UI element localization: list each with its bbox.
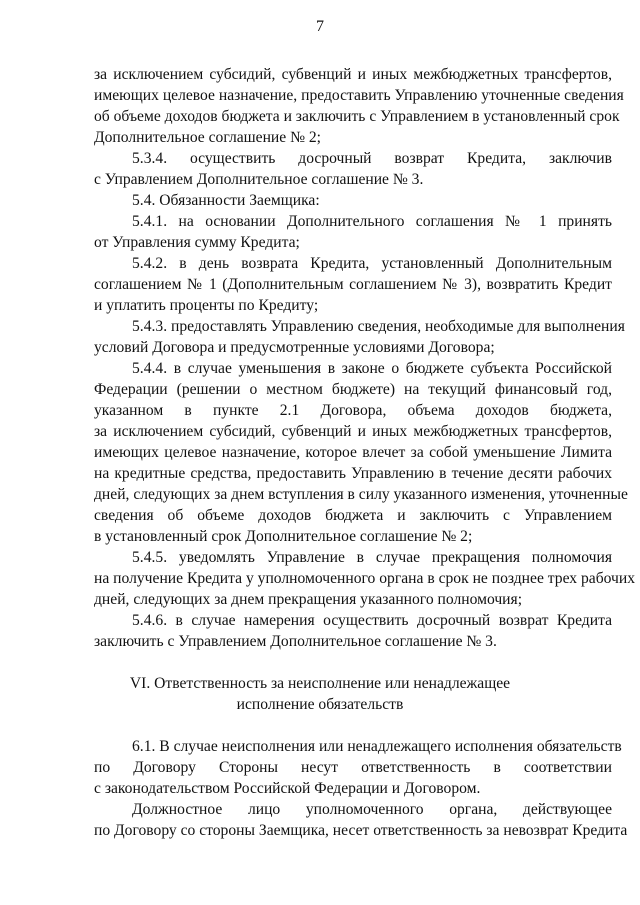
text-line: Федерации (решении о местном бюджете) на текущий финансовый год, xyxy=(94,381,612,398)
section-title: VI. Ответственность за неисполнение или ненадлежащее xyxy=(129,675,511,692)
text-line: заключить с Управлением Дополнительное соглашение № 3. xyxy=(94,633,497,650)
text-line: за исключением субсидий, субвенций и иных межбюджетных трансфертов, xyxy=(94,423,612,440)
text-line: от Управления сумму Кредита; xyxy=(94,234,300,251)
text-line: условий Договора и предусмотренные условиями Договора; xyxy=(94,339,495,356)
text-line: 5.3.4. осуществить досрочный возврат Кредита, заключив xyxy=(132,150,612,167)
text-line: имеющих целевое назначение, предоставить Управлению уточненные сведения xyxy=(94,87,624,104)
text-line: на кредитные средства, предоставить Управлению в течение десяти рабочих xyxy=(94,465,612,482)
text-line: имеющих целевое назначение, которое влечет за собой уменьшение Лимита xyxy=(94,444,612,461)
text-line: 5.4.3. предоставлять Управлению сведения, необходимые для выполнения xyxy=(132,318,625,335)
text-line: 5.4.4. в случае уменьшения в законе о бюджете субъекта Российской xyxy=(132,360,612,377)
text-line: 5.4. Обязанности Заемщика: xyxy=(132,192,320,209)
text-line: дней, следующих за днем прекращения указанного полномочия; xyxy=(94,591,523,608)
text-line: по Договору Стороны несут ответственность в соответствии xyxy=(94,759,612,776)
text-line: соглашением № 1 (Дополнительным соглашением № 3), возвратить Кредит xyxy=(94,276,612,293)
text-line: 5.4.5. уведомлять Управление в случае прекращения полномочия xyxy=(132,549,612,566)
text-line: Дополнительное соглашение № 2; xyxy=(94,129,321,146)
text-line: об объеме доходов бюджета и заключить с Управлением в установленный срок xyxy=(94,108,620,125)
text-line: 5.4.6. в случае намерения осуществить досрочный возврат Кредита xyxy=(132,612,612,629)
text-line: дней, следующих за днем вступления в силу указанного изменения, уточненные xyxy=(94,486,628,503)
text-line: сведения об объеме доходов бюджета и заключить с Управлением xyxy=(94,507,612,524)
section-title: исполнение обязательств xyxy=(236,696,404,713)
text-line: 5.4.2. в день возврата Кредита, установленный Дополнительным xyxy=(132,255,612,272)
text-line: по Договору со стороны Заемщика, несет ответственность за невозврат Кредита xyxy=(94,822,628,839)
text-line: с Управлением Дополнительное соглашение № 3. xyxy=(94,171,424,188)
page-number: 7 xyxy=(316,18,324,35)
text-line: с законодательством Российской Федерации и Договором. xyxy=(94,780,481,797)
text-line: 5.4.1. на основании Дополнительного соглашения № 1 принять xyxy=(132,213,612,230)
text-line: указанном в пункте 2.1 Договора, объема доходов бюджета, xyxy=(94,402,612,419)
text-line: Должностное лицо уполномоченного органа, действующее xyxy=(132,801,612,818)
text-line: на получение Кредита у уполномоченного органа в срок не позднее трех рабочих xyxy=(94,570,636,587)
text-line: в установленный срок Дополнительное соглашение № 2; xyxy=(94,528,473,545)
text-line: 6.1. В случае неисполнения или ненадлежащего исполнения обязательств xyxy=(132,738,622,755)
text-line: за исключением субсидий, субвенций и иных межбюджетных трансфертов, xyxy=(94,66,612,83)
text-line: и уплатить проценты по Кредиту; xyxy=(94,297,319,314)
